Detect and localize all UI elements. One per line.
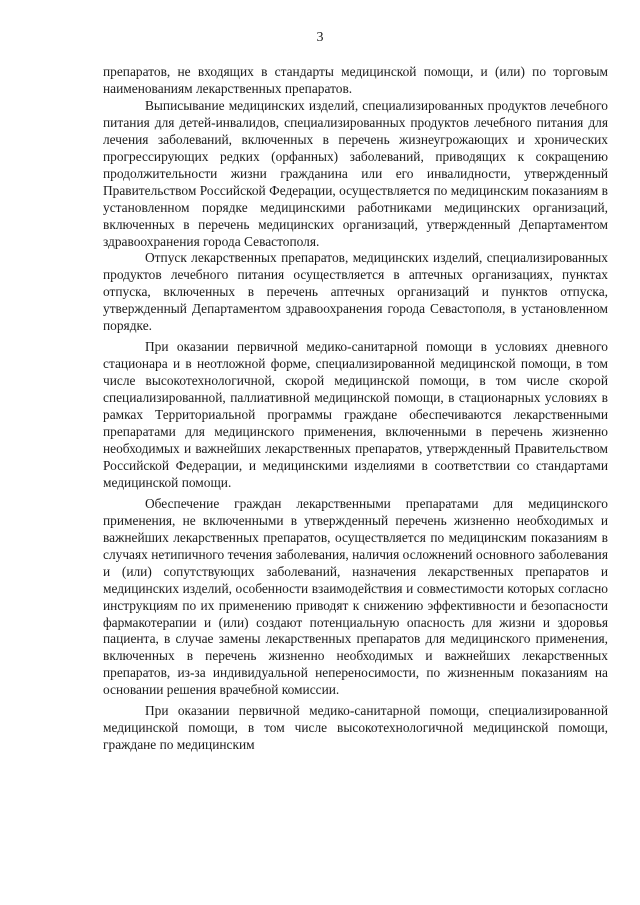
paragraph-non-listed-drugs: Обеспечение граждан лекарственными препаратами для медицинского применения, не включенными в утвержденный перечень жизненно необходимых и важнейших лекарственных препаратов, осуществляется по медицинским показаниям в случаях нетипичного течения заболевания, наличия осложнений основного заболевания и (или) сопутствующих заболеваний, назначения лекарственных препаратов и медицинских изделий, особенности взаимодействия и совместимости которых согласно инструкциям по их применению приводят к снижению эффективности и безопасности фармакотерапии и (или) создают потенциальную опасность для жизни и здоровья пациента, в случае замены лекарственных препаратов для медицинского применения, включенных в перечень жизненно необходимых и важнейших лекарственных препаратов, из-за индивидуальной непереносимости, по жизненным показаниям на основании решения врачебной комиссии. (103, 495, 608, 698)
paragraph-medical-devices-prescription: Выписывание медицинских изделий, специализированных продуктов лечебного питания для детей-инвалидов, специализированных продуктов лечебного питания для лечения заболеваний, включенных в перечень жизнеугрожающих и хронических прогрессирующих редких (орфанных) заболеваний, приводящих к сокращению продолжительности жизни гражданина или его инвалидности, утвержденный Правительством Российской Федерации, осуществляется по медицинским показаниям в установленном порядке медицинскими работниками медицинских организаций, включенных в перечень медицинских организаций, утвержденный Департаментом здравоохранения города Севастополя. (103, 97, 608, 249)
paragraph-dispensing: Отпуск лекарственных препаратов, медицинских изделий, специализированных продуктов лечебного питания осуществляется в аптечных организациях, пунктах отпуска, включенных в перечень аптечных организаций и пунктов отпуска, утвержденный Департаментом здравоохранения города Севастополя, в установленном порядке. (103, 250, 608, 334)
page-number: 3 (316, 30, 324, 45)
paragraph-specialized-care: При оказании первичной медико-санитарной помощи, специализированной медицинской помощи, в том числе высокотехнологичной медицинской помощи, граждане по медицинским (103, 703, 608, 753)
paragraph-continuation: препаратов, не входящих в стандарты медицинской помощи, и (или) по торговым наименованиям лекарственных препаратов. (103, 64, 608, 96)
body-text (103, 64, 608, 754)
paragraph-hospital-provision: При оказании первичной медико-санитарной помощи в условиях дневного стационара и в неотложной форме, специализированной медицинской помощи, в том числе высокотехнологичной, скорой медицинской помощи, в том числе скорой специализированной, паллиативной медицинской помощи, в стационарных условиях в рамках Территориальной программы граждане обеспечиваются лекарственными препаратами для медицинского применения, включенными в перечень жизненно необходимых и важнейших лекарственных препаратов, утвержденный Правительством Российской Федерации, и медицинскими изделиями в соответствии со стандартами медицинской помощи. (103, 339, 608, 490)
